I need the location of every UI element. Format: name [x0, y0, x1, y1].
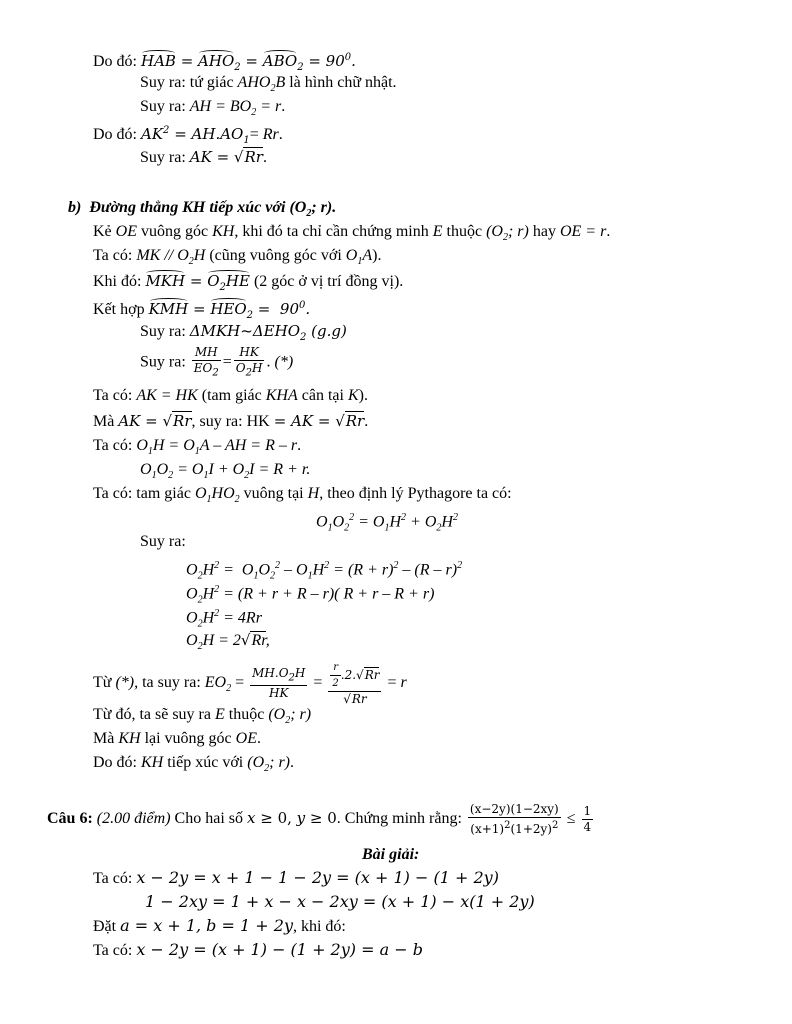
line-24: Từ (*), ta suy ra: $EO_2$ = $\frac{MH.O_2H}{HK}$ = $\frac{r}{2}$ .2.√Rr √Rr = r — [93, 662, 407, 706]
line-2: Suy ra: tứ giác $AHO_2B$ là hình chữ nhật. — [140, 74, 397, 95]
line-5: Suy ra: AK = √Rr. — [140, 148, 267, 166]
line-14: Mà AK = √Rr, suy ra: HK = AK = √Rr. — [93, 412, 369, 430]
part-b-heading: b) Đường thẳng KH tiếp xúc với ($O_2$; r). — [68, 199, 337, 220]
line-21: $O_2H^2 = (R + r + R - r)$( R + r – R + r) — [186, 584, 435, 606]
line-23: $O_2H = 2√Rr$, — [186, 631, 270, 653]
line-10: Kết hợp KMH = $HEO_2 = 90^0$. — [93, 300, 311, 321]
line-27: Do đó: KH tiếp xúc với ($O_2$; r). — [93, 754, 295, 775]
line-33: Ta có: x − 2y = (x + 1) − (1 + 2y) = a − b — [93, 940, 423, 959]
line-16: $O_1O_2 = O_1I + O_2I = R + r$. — [140, 461, 311, 482]
line-15: Ta có: $O_1H = O_1A$ – AH = R – r. — [93, 437, 302, 458]
line-17: Ta có: tam giác $O_1HO_2$ vuông tại H, theo định lý Pythagore ta có: — [93, 485, 512, 506]
line-4: Do đó: $AK^2 = AH.AO_1= Rr$. — [93, 125, 283, 146]
line-11: Suy ra: $\Delta MKH\sim\Delta EHO_2$ (g.g) — [140, 322, 347, 343]
line-32: Đặt a = x + 1, b = 1 + 2y, khi đó: — [93, 916, 346, 935]
line-13: Ta có: AK = HK (tam giác KHA cân tại K). — [93, 387, 368, 404]
line-18: $O_1O_2^2 = O_1H^2 + O_2H^2$ — [316, 512, 458, 534]
line-31: 1 − 2xy = 1 + x − x − 2xy = (x + 1) − x(1 + 2y) — [145, 892, 535, 911]
line-8: Ta có: MK // $O_2H$ (cũng vuông góc với $O_1A$). — [93, 247, 382, 268]
question-6: Câu 6: (2.00 điểm) Cho hai số x ≥ 0, y ≥ 0. Chứng minh rằng: $\frac{(x-2y)(1-2xy)}{(x+1)^2(1+2y)^2}$ ≤ $\frac{1}{4}$ — [47, 801, 592, 836]
line-19: Suy ra: — [140, 533, 186, 550]
line-1: Do đó: HAB = $AHO_2 = ABO_2 = 90^0$. — [93, 52, 356, 73]
line-25: Từ đó, ta sẽ suy ra E thuộc ($O_2$; r) — [93, 706, 312, 727]
solution-heading: Bài giải: — [362, 846, 420, 863]
line-22: $O_2H^2 = 4Rr$ — [186, 608, 262, 630]
line-7: Kẻ OE vuông góc KH, khi đó ta chỉ cần chứng minh E thuộc ($O_2$; r) hay OE = r. — [93, 223, 611, 244]
line-9: Khi đó: MKH = $O_2HE$ (2 góc ở vị trí đồng vị). — [93, 271, 403, 298]
line-26: Mà KH lại vuông góc OE. — [93, 730, 261, 747]
line-3: Suy ra: AH = $BO_2 = r$. — [140, 98, 286, 119]
line-12: Suy ra: $\frac{MH}{EO_2}$ = $\frac{HK}{O_2H}$ . (*) — [140, 345, 294, 379]
line-20: $O_2H^2 = O_1O_2^2 - O_1H^2 = (R + r)^2 - (R - r)^2$ — [186, 560, 463, 582]
line-30: Ta có: x − 2y = x + 1 − 1 − 2y = (x + 1) − (1 + 2y) — [93, 868, 499, 887]
